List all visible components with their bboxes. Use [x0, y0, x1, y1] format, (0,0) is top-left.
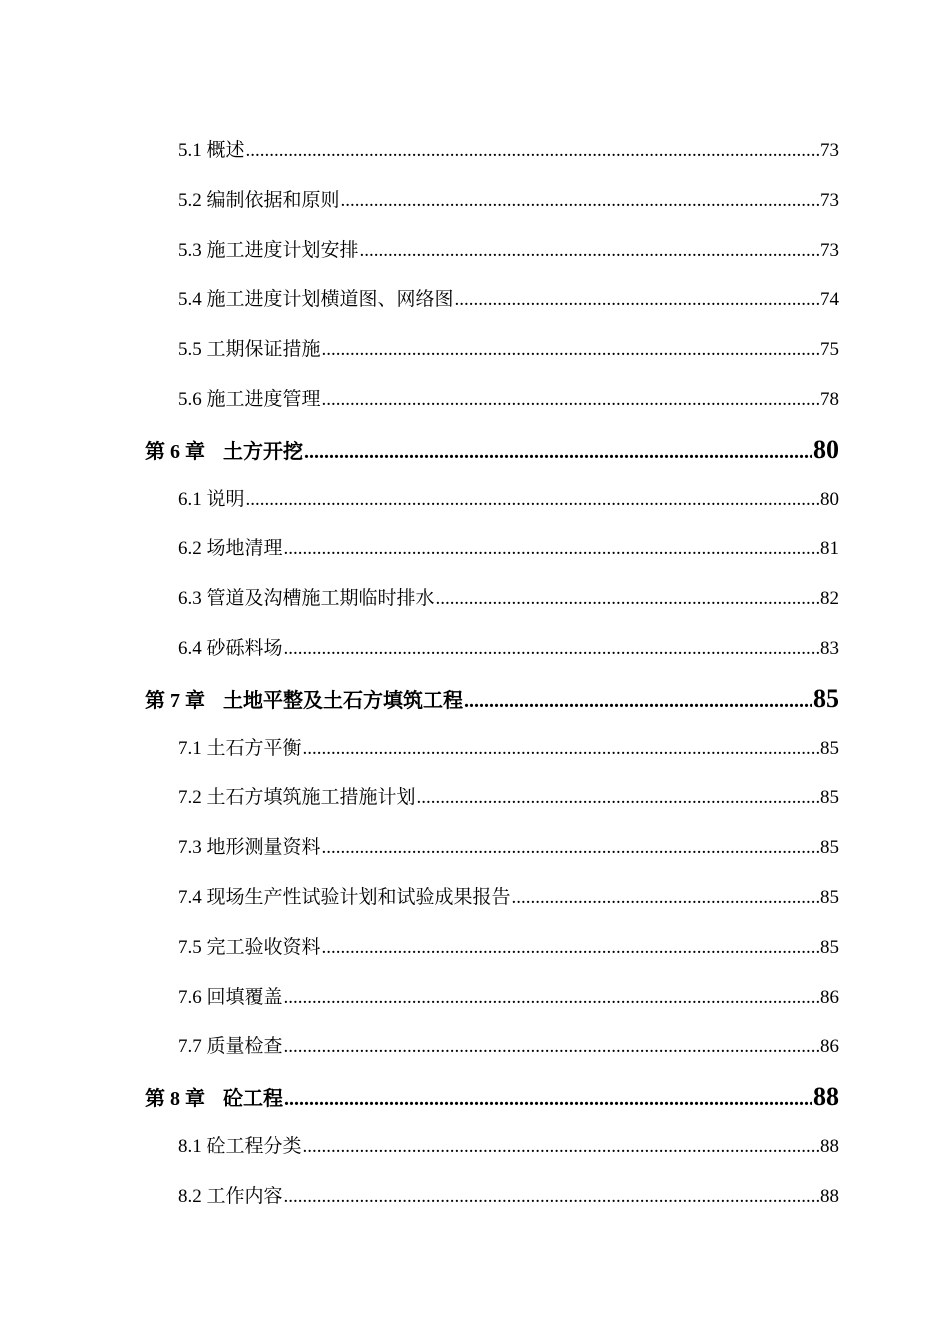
toc-entry-label: 6.3 管道及沟槽施工期临时排水 [178, 588, 435, 610]
dot-leader [341, 176, 819, 226]
toc-entry-label: 5.4 施工进度计划横道图、网络图 [178, 289, 454, 311]
toc-page-number: 85 [813, 683, 839, 713]
toc-page-number: 74 [820, 289, 839, 311]
toc-page-number: 82 [820, 588, 839, 610]
toc-page-number: 86 [820, 986, 839, 1008]
toc-page-number: 88 [820, 1185, 839, 1207]
toc-page-number: 73 [820, 189, 839, 211]
toc-entry-label: 5.3 施工进度计划安排 [178, 239, 359, 261]
dot-leader [322, 823, 819, 873]
dot-leader [322, 375, 819, 425]
dot-leader [284, 624, 819, 674]
toc-entry-label: 7.5 完工验收资料 [178, 936, 321, 958]
toc-entry-label: 7.2 土石方填筑施工措施计划 [178, 787, 416, 809]
toc-entry-7-5[interactable] [0, 923, 950, 973]
toc-entry-label: 8.2 工作内容 [178, 1185, 283, 1207]
toc-page-number: 88 [813, 1082, 839, 1112]
dot-leader [246, 126, 819, 176]
toc-entry-label: 7.1 土石方平衡 [178, 737, 302, 759]
toc-entry-8-2[interactable] [0, 1172, 950, 1222]
toc-entry-7-1[interactable] [0, 724, 950, 774]
toc-chapter-number: 第 7 章 [145, 689, 205, 712]
toc-page-number: 88 [820, 1135, 839, 1157]
toc-chapter-7[interactable] [0, 674, 950, 724]
toc-entry-8-1[interactable] [0, 1122, 950, 1172]
toc-entry-label: 7.6 回填覆盖 [178, 986, 283, 1008]
toc-page-number: 81 [820, 538, 839, 560]
toc-page-number: 83 [820, 637, 839, 659]
toc-entry-5-4[interactable] [0, 275, 950, 325]
toc-page-number: 75 [820, 339, 839, 361]
dot-leader [284, 1075, 812, 1125]
dot-leader [304, 428, 812, 478]
toc-entry-5-2[interactable] [0, 176, 950, 226]
toc-page-number: 86 [820, 1036, 839, 1058]
dot-leader [360, 226, 819, 276]
toc-entry-6-1[interactable] [0, 475, 950, 525]
dot-leader [322, 923, 819, 973]
toc-entry-5-5[interactable] [0, 325, 950, 375]
dot-leader [284, 1172, 819, 1222]
toc-entry-label: 5.6 施工进度管理 [178, 388, 321, 410]
toc-entry-7-7[interactable] [0, 1022, 950, 1072]
toc-chapter-number: 第 8 章 [145, 1088, 205, 1111]
toc-entry-7-4[interactable] [0, 873, 950, 923]
dot-leader [303, 724, 819, 774]
dot-leader [303, 1122, 819, 1172]
toc-entry-label: 5.1 概述 [178, 140, 245, 161]
toc-page-number: 80 [813, 434, 839, 464]
toc-page-number: 85 [820, 787, 839, 809]
toc-page-number: 73 [820, 239, 839, 261]
toc-chapter-title: 土方开挖 [223, 440, 303, 463]
toc-entry-label: 6.1 说明 [178, 488, 245, 510]
toc-chapter-number: 第 6 章 [145, 440, 205, 463]
dot-leader [284, 1022, 819, 1072]
toc-chapter-8[interactable] [0, 1072, 950, 1122]
toc-page-number: 85 [820, 886, 839, 908]
toc-entry-label: 6.4 砂砾料场 [178, 637, 283, 659]
toc-entry-label: 7.7 质量检查 [178, 1036, 283, 1058]
toc-page-number: 78 [820, 388, 839, 410]
toc-entry-label: 8.1 砼工程分类 [178, 1135, 302, 1157]
toc-chapter-6[interactable] [0, 425, 950, 475]
dot-leader [512, 873, 819, 923]
toc-page-number: 85 [820, 936, 839, 958]
dot-leader [436, 574, 819, 624]
dot-leader [322, 325, 819, 375]
toc-entry-7-6[interactable] [0, 973, 950, 1023]
toc-entry-6-3[interactable] [0, 574, 950, 624]
toc-entry-label: 5.2 编制依据和原则 [178, 189, 340, 211]
dot-leader [455, 275, 819, 325]
toc-entry-6-2[interactable] [0, 524, 950, 574]
toc-page-number: 80 [820, 488, 839, 510]
dot-leader [464, 677, 812, 727]
toc-entry-5-3[interactable] [0, 226, 950, 276]
dot-leader [246, 475, 819, 525]
toc-entry-6-4[interactable] [0, 624, 950, 674]
toc-page-number: 73 [820, 140, 839, 161]
toc-entry-5-6[interactable] [0, 375, 950, 425]
toc-chapter-title: 砼工程 [223, 1088, 283, 1111]
toc-entry-7-2[interactable] [0, 773, 950, 823]
toc-entry-label: 6.2 场地清理 [178, 538, 283, 560]
toc-entry-label: 5.5 工期保证措施 [178, 339, 321, 361]
toc-entry-5-1[interactable] [0, 126, 950, 176]
toc-entry-label: 7.4 现场生产性试验计划和试验成果报告 [178, 886, 511, 908]
toc-chapter-title: 土地平整及土石方填筑工程 [223, 689, 463, 712]
dot-leader [284, 524, 819, 574]
toc-entry-label: 7.3 地形测量资料 [178, 837, 321, 859]
table-of-contents [0, 126, 950, 1222]
dot-leader [284, 973, 819, 1023]
dot-leader [417, 773, 819, 823]
toc-page-number: 85 [820, 737, 839, 759]
toc-entry-7-3[interactable] [0, 823, 950, 873]
toc-page-number: 85 [820, 837, 839, 859]
